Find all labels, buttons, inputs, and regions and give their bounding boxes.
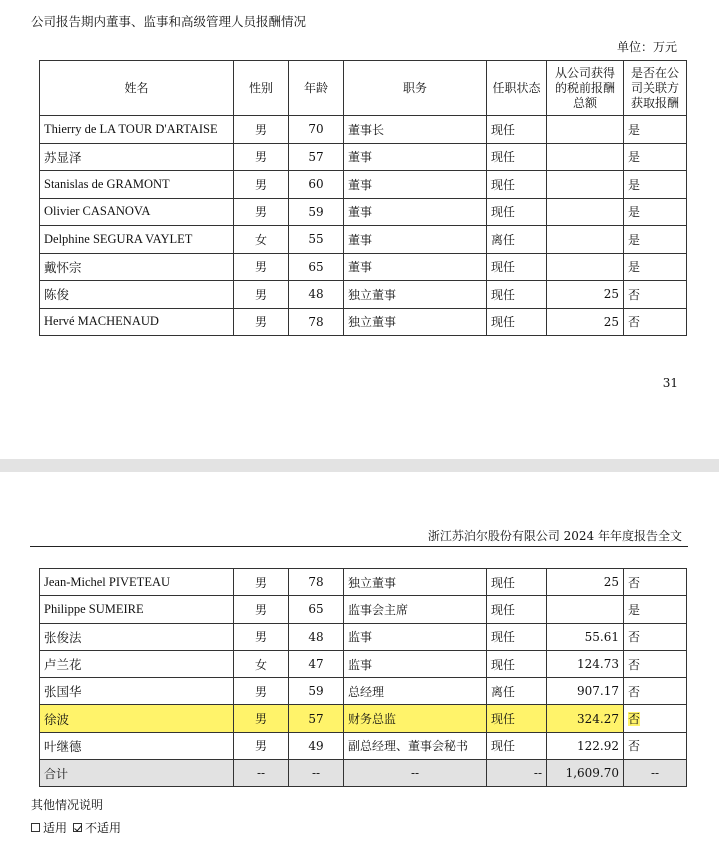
cell-related: 否 [624, 281, 687, 309]
checkbox-empty-icon[interactable] [31, 823, 40, 832]
total-label: 合计 [40, 760, 234, 787]
header-rule [30, 546, 688, 547]
cell-position: 监事会主席 [344, 596, 487, 623]
cell-position: 财务总监 [344, 705, 487, 732]
table-row [40, 678, 687, 705]
total-pay: 1,609.70 [547, 760, 624, 787]
cell-status: 现任 [487, 116, 547, 144]
cell-related: 是 [624, 198, 687, 226]
cell-age: 57 [289, 143, 344, 171]
cell-pay [547, 171, 624, 199]
cell-pay [547, 198, 624, 226]
page-gap [0, 459, 719, 472]
cell-gender: 男 [234, 308, 289, 336]
header-pay: 从公司获得 的税前报酬 总额 [547, 61, 624, 116]
cell-related: 是 [624, 253, 687, 281]
header-status: 任职状态 [487, 61, 547, 116]
report-running-header: 浙江苏泊尔股份有限公司 2024 年年度报告全文 [427, 529, 682, 543]
cell-name: 苏显泽 [40, 143, 234, 171]
cell-name: 张俊法 [40, 623, 234, 650]
cell-position: 董事长 [344, 116, 487, 144]
cell-position: 独立董事 [344, 308, 487, 336]
header-position: 职务 [344, 61, 487, 116]
cell-position: 董事 [344, 226, 487, 254]
table-row [40, 650, 687, 677]
cell-gender: 男 [234, 253, 289, 281]
total-related: -- [624, 760, 687, 787]
cell-gender: 男 [234, 732, 289, 759]
cell-pay: 324.27 [547, 705, 624, 732]
cell-position: 监事 [344, 650, 487, 677]
cell-gender: 女 [234, 650, 289, 677]
table-row [40, 198, 687, 226]
total-gender: -- [234, 760, 289, 787]
cell-gender: 男 [234, 171, 289, 199]
cell-gender: 男 [234, 623, 289, 650]
table-row [40, 623, 687, 650]
cell-status: 现任 [487, 281, 547, 309]
cell-related: 是 [624, 226, 687, 254]
header-gender: 性别 [234, 61, 289, 116]
cell-status: 现任 [487, 253, 547, 281]
cell-name: Hervé MACHENAUD [40, 308, 234, 336]
cell-name: 叶继德 [40, 732, 234, 759]
cell-pay: 25 [547, 281, 624, 309]
unit-label: 单位：万元 [616, 40, 677, 54]
cell-name: 陈俊 [40, 281, 234, 309]
cell-pay: 124.73 [547, 650, 624, 677]
cell-related: 否 [624, 623, 687, 650]
cell-age: 47 [289, 650, 344, 677]
cell-age: 49 [289, 732, 344, 759]
cell-pay: 907.17 [547, 678, 624, 705]
cell-position: 董事 [344, 171, 487, 199]
cell-related: 否 [624, 678, 687, 705]
cell-age: 55 [289, 226, 344, 254]
cell-pay: 25 [547, 308, 624, 336]
cell-position: 副总经理、董事会秘书 [344, 732, 487, 759]
cell-gender: 男 [234, 281, 289, 309]
cell-position: 董事 [344, 143, 487, 171]
compensation-table-page1 [39, 60, 687, 336]
table-row [40, 143, 687, 171]
compensation-table-page2 [39, 568, 687, 787]
cell-age: 48 [289, 623, 344, 650]
cell-related [624, 705, 687, 732]
cell-status: 现任 [487, 171, 547, 199]
cell-age: 65 [289, 596, 344, 623]
cell-related: 否 [624, 569, 687, 596]
cell-related: 是 [624, 596, 687, 623]
cell-age: 78 [289, 569, 344, 596]
table-row [40, 596, 687, 623]
cell-gender: 男 [234, 569, 289, 596]
cell-pay: 122.92 [547, 732, 624, 759]
cell-position: 独立董事 [344, 569, 487, 596]
table-row [40, 308, 687, 336]
cell-name: 戴怀宗 [40, 253, 234, 281]
table-row [40, 281, 687, 309]
cell-status: 离任 [487, 226, 547, 254]
cell-related: 否 [624, 732, 687, 759]
cell-related: 是 [624, 171, 687, 199]
total-status: -- [487, 760, 547, 787]
cell-name: 徐波 [40, 705, 234, 732]
cell-related: 否 [624, 650, 687, 677]
cell-name: Thierry de LA TOUR D'ARTAISE [40, 116, 234, 144]
applicable-label: 适用 [43, 821, 68, 835]
cell-gender: 女 [234, 226, 289, 254]
cell-age: 59 [289, 198, 344, 226]
cell-position: 独立董事 [344, 281, 487, 309]
table-header-row [40, 61, 687, 116]
cell-gender: 男 [234, 198, 289, 226]
cell-gender: 男 [234, 116, 289, 144]
table-total-row [40, 760, 687, 787]
not-applicable-label: 不适用 [85, 821, 122, 835]
cell-position: 总经理 [344, 678, 487, 705]
cell-pay [547, 253, 624, 281]
cell-name: Jean-Michel PIVETEAU [40, 569, 234, 596]
checkbox-checked-icon[interactable] [73, 823, 82, 832]
cell-name: 张国华 [40, 678, 234, 705]
cell-status: 现任 [487, 705, 547, 732]
cell-status: 现任 [487, 198, 547, 226]
cell-status: 现任 [487, 623, 547, 650]
other-info-title: 其他情况说明 [31, 798, 104, 812]
header-name: 姓名 [40, 61, 234, 116]
cell-age: 59 [289, 678, 344, 705]
cell-age: 57 [289, 705, 344, 732]
cell-position: 董事 [344, 253, 487, 281]
cell-age: 60 [289, 171, 344, 199]
cell-position: 董事 [344, 198, 487, 226]
page-number: 31 [662, 376, 678, 390]
table-row-highlighted [40, 705, 687, 732]
cell-gender: 男 [234, 678, 289, 705]
cell-status: 离任 [487, 678, 547, 705]
cell-status: 现任 [487, 732, 547, 759]
total-age: -- [289, 760, 344, 787]
cell-pay [547, 596, 624, 623]
table-row [40, 569, 687, 596]
cell-age: 78 [289, 308, 344, 336]
cell-related-highlight: 否 [628, 712, 641, 727]
cell-gender: 男 [234, 143, 289, 171]
cell-related: 是 [624, 116, 687, 144]
cell-pay [547, 116, 624, 144]
table-row [40, 171, 687, 199]
cell-pay: 25 [547, 569, 624, 596]
cell-pay [547, 226, 624, 254]
cell-age: 48 [289, 281, 344, 309]
cell-gender: 男 [234, 596, 289, 623]
cell-name: Olivier CASANOVA [40, 198, 234, 226]
cell-status: 现任 [487, 569, 547, 596]
cell-status: 现任 [487, 596, 547, 623]
header-age: 年龄 [289, 61, 344, 116]
cell-name: Stanislas de GRAMONT [40, 171, 234, 199]
cell-status: 现任 [487, 308, 547, 336]
cell-name: 卢兰花 [40, 650, 234, 677]
header-related: 是否在公 司关联方 获取报酬 [624, 61, 687, 116]
section-title: 公司报告期内董事、监事和高级管理人员报酬情况 [31, 14, 307, 29]
total-position: -- [344, 760, 487, 787]
table-row [40, 116, 687, 144]
table-row [40, 226, 687, 254]
cell-related: 是 [624, 143, 687, 171]
cell-position: 监事 [344, 623, 487, 650]
cell-pay [547, 143, 624, 171]
cell-age: 70 [289, 116, 344, 144]
cell-related: 否 [624, 308, 687, 336]
cell-status: 现任 [487, 650, 547, 677]
cell-status: 现任 [487, 143, 547, 171]
cell-age: 65 [289, 253, 344, 281]
cell-pay: 55.61 [547, 623, 624, 650]
applicability-options [31, 819, 121, 836]
table-row [40, 732, 687, 759]
cell-name: Delphine SEGURA VAYLET [40, 226, 234, 254]
table-row [40, 253, 687, 281]
cell-gender: 男 [234, 705, 289, 732]
cell-name: Philippe SUMEIRE [40, 596, 234, 623]
